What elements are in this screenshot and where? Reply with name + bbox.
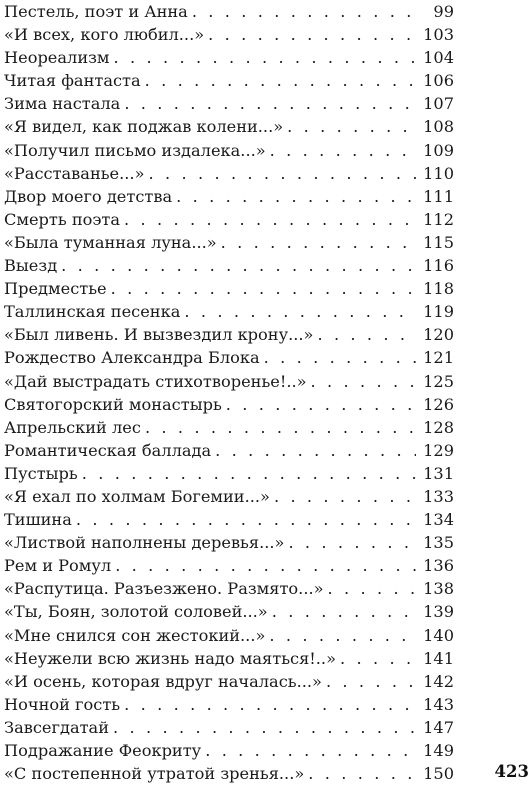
toc-entry	[4, 346, 454, 369]
toc-entry	[4, 647, 454, 670]
dot-leader	[288, 531, 416, 554]
dot-leader	[176, 185, 416, 208]
toc-entry-title: «С постепенной утратой зренья...»	[4, 764, 305, 784]
toc-entry	[4, 23, 454, 46]
toc-entry-title: Рем и Ромул	[4, 556, 112, 576]
toc-entry-page: 136	[423, 556, 454, 576]
dot-leader	[115, 554, 416, 577]
toc-entry-title: Святогорский монастырь	[4, 394, 222, 414]
toc-entry-title: Ночной гость	[4, 694, 121, 714]
toc-entry-title: Читая фантаста	[4, 71, 141, 91]
toc-entry-page: 119	[423, 302, 454, 322]
dot-leader	[274, 485, 416, 508]
dot-leader	[76, 508, 416, 531]
dot-leader	[287, 115, 416, 138]
toc-entry-page: 141	[423, 648, 454, 668]
toc-entry-title: Романтическая баллада	[4, 440, 212, 460]
toc-entry-page: 116	[423, 256, 454, 276]
toc-entry-title: «Дай выстрадать стихотворенье!..»	[4, 371, 307, 391]
toc-entry-title: «Я ехал по холмам Богемии...»	[4, 486, 270, 506]
toc-entry-page: 115	[423, 232, 454, 252]
dot-leader	[205, 739, 416, 762]
dot-leader	[124, 693, 416, 716]
toc-entry-page: 128	[423, 417, 454, 437]
toc-entry-title: «Неужели всю жизнь надо маяться!..»	[4, 648, 336, 668]
toc-entry	[4, 208, 454, 231]
toc-entry-page: 104	[423, 48, 454, 68]
toc-entry-title: Тишина	[4, 510, 72, 530]
toc-entry-page: 108	[423, 117, 454, 137]
toc-entry-title: Завсегдатай	[4, 717, 109, 737]
dot-leader	[270, 139, 416, 162]
table-of-contents	[4, 0, 454, 785]
toc-entry-title: Смерть поэта	[4, 209, 121, 229]
toc-entry-page: 111	[423, 186, 454, 206]
dot-leader	[215, 439, 416, 462]
dot-leader	[269, 624, 416, 647]
dot-leader	[114, 46, 416, 69]
toc-entry-title: Двор моего детства	[4, 186, 173, 206]
toc-entry-title: Предместье	[4, 279, 107, 299]
dot-leader	[61, 254, 416, 277]
dot-leader	[208, 23, 416, 46]
toc-entry	[4, 577, 454, 600]
toc-entry-title: «Был ливень. И вызвездил крону...»	[4, 325, 314, 345]
toc-entry-title: «И всех, кого любил...»	[4, 25, 205, 45]
toc-entry	[4, 231, 454, 254]
toc-entry	[4, 370, 454, 393]
dot-leader	[308, 762, 416, 785]
toc-entry-page: 103	[423, 25, 454, 45]
toc-entry	[4, 693, 454, 716]
toc-entry	[4, 739, 454, 762]
toc-entry-page: 147	[423, 717, 454, 737]
toc-entry-page: 120	[423, 325, 454, 345]
toc-entry-page: 149	[423, 741, 454, 760]
toc-entry-title: Выезд	[4, 256, 58, 276]
toc-entry-title: Неореализм	[4, 48, 110, 68]
toc-entry-title: Пестель, поэт и Анна	[4, 2, 188, 21]
toc-entry	[4, 462, 454, 485]
toc-entry	[4, 300, 454, 323]
dot-leader	[226, 393, 416, 416]
dot-leader	[264, 346, 416, 369]
toc-entry	[4, 185, 454, 208]
toc-entry	[4, 624, 454, 647]
toc-entry-page: 106	[423, 71, 454, 91]
toc-entry	[4, 254, 454, 277]
dot-leader	[340, 647, 416, 670]
toc-entry-page: 150	[423, 764, 454, 784]
dot-leader	[311, 370, 416, 393]
dot-leader	[148, 162, 416, 185]
toc-entry	[4, 323, 454, 346]
dot-leader	[82, 462, 416, 485]
toc-entry-title: Пустырь	[4, 463, 78, 483]
dot-leader	[111, 277, 416, 300]
toc-entry-page: 143	[423, 694, 454, 714]
toc-entry-title: «Была туманная луна...»	[4, 232, 217, 252]
dot-leader	[184, 300, 416, 323]
toc-entry-title: «Ты, Боян, золотой соловей...»	[4, 602, 268, 622]
toc-entry-page: 118	[423, 279, 454, 299]
toc-entry	[4, 277, 454, 300]
toc-entry-title: «Листвой наполнены деревья...»	[4, 533, 285, 553]
toc-entry-title: Зима настала	[4, 94, 121, 114]
toc-entry	[4, 670, 454, 693]
toc-entry-title: Рождество Александра Блока	[4, 348, 260, 368]
toc-entry	[4, 600, 454, 623]
dot-leader	[192, 0, 416, 23]
toc-entry	[4, 393, 454, 416]
toc-entry	[4, 416, 454, 439]
toc-entry-page: 135	[423, 533, 454, 553]
page-number: 423	[494, 762, 529, 781]
dot-leader	[124, 92, 416, 115]
toc-entry	[4, 46, 454, 69]
dot-leader	[326, 670, 416, 693]
toc-entry-page: 142	[423, 671, 454, 691]
toc-entry	[4, 115, 454, 138]
toc-entry-page: 126	[423, 394, 454, 414]
toc-entry	[4, 716, 454, 739]
toc-entry	[4, 762, 454, 785]
dot-leader	[317, 323, 416, 346]
toc-entry-title: «И осень, которая вдруг началась...»	[4, 671, 322, 691]
toc-entry-title: «Получил письмо издалека...»	[4, 140, 266, 160]
toc-entry-page: 138	[423, 579, 454, 599]
dot-leader	[272, 600, 416, 623]
toc-entry-page: 140	[423, 625, 454, 645]
toc-entry-title: «Мне снился сон жестокий...»	[4, 625, 266, 645]
toc-entry-page: 109	[423, 140, 454, 160]
toc-entry	[4, 162, 454, 185]
toc-entry-page: 121	[423, 348, 454, 368]
dot-leader	[328, 577, 416, 600]
dot-leader	[145, 69, 416, 92]
toc-entry	[4, 508, 454, 531]
toc-entry	[4, 485, 454, 508]
toc-entry-title: Таллинская песенка	[4, 302, 181, 322]
toc-entry	[4, 531, 454, 554]
toc-entry-page: 133	[423, 486, 454, 506]
toc-entry-page: 107	[423, 94, 454, 114]
dot-leader	[124, 208, 416, 231]
toc-entry-page: 131	[423, 463, 454, 483]
toc-entry	[4, 0, 454, 23]
toc-entry	[4, 92, 454, 115]
toc-entry	[4, 554, 454, 577]
toc-entry-page: 125	[423, 371, 454, 391]
toc-entry-page: 112	[423, 209, 454, 229]
dot-leader	[113, 716, 416, 739]
toc-entry-page: 134	[423, 510, 454, 530]
dot-leader	[145, 416, 416, 439]
toc-entry-title: «Распутица. Разъезжено. Размято...»	[4, 579, 324, 599]
toc-entry-title: «Я видел, как поджав колени...»	[4, 117, 284, 137]
toc-entry-page: 99	[433, 2, 454, 21]
toc-entry-page: 139	[423, 602, 454, 622]
toc-entry	[4, 69, 454, 92]
toc-entry-title: Апрельский лес	[4, 417, 141, 437]
toc-entry-page: 129	[423, 440, 454, 460]
toc-entry-title: «Расставанье...»	[4, 163, 145, 183]
toc-entry	[4, 439, 454, 462]
toc-entry	[4, 139, 454, 162]
dot-leader	[221, 231, 416, 254]
toc-entry-page: 110	[423, 163, 454, 183]
toc-entry-title: Подражание Феокриту	[4, 741, 202, 760]
